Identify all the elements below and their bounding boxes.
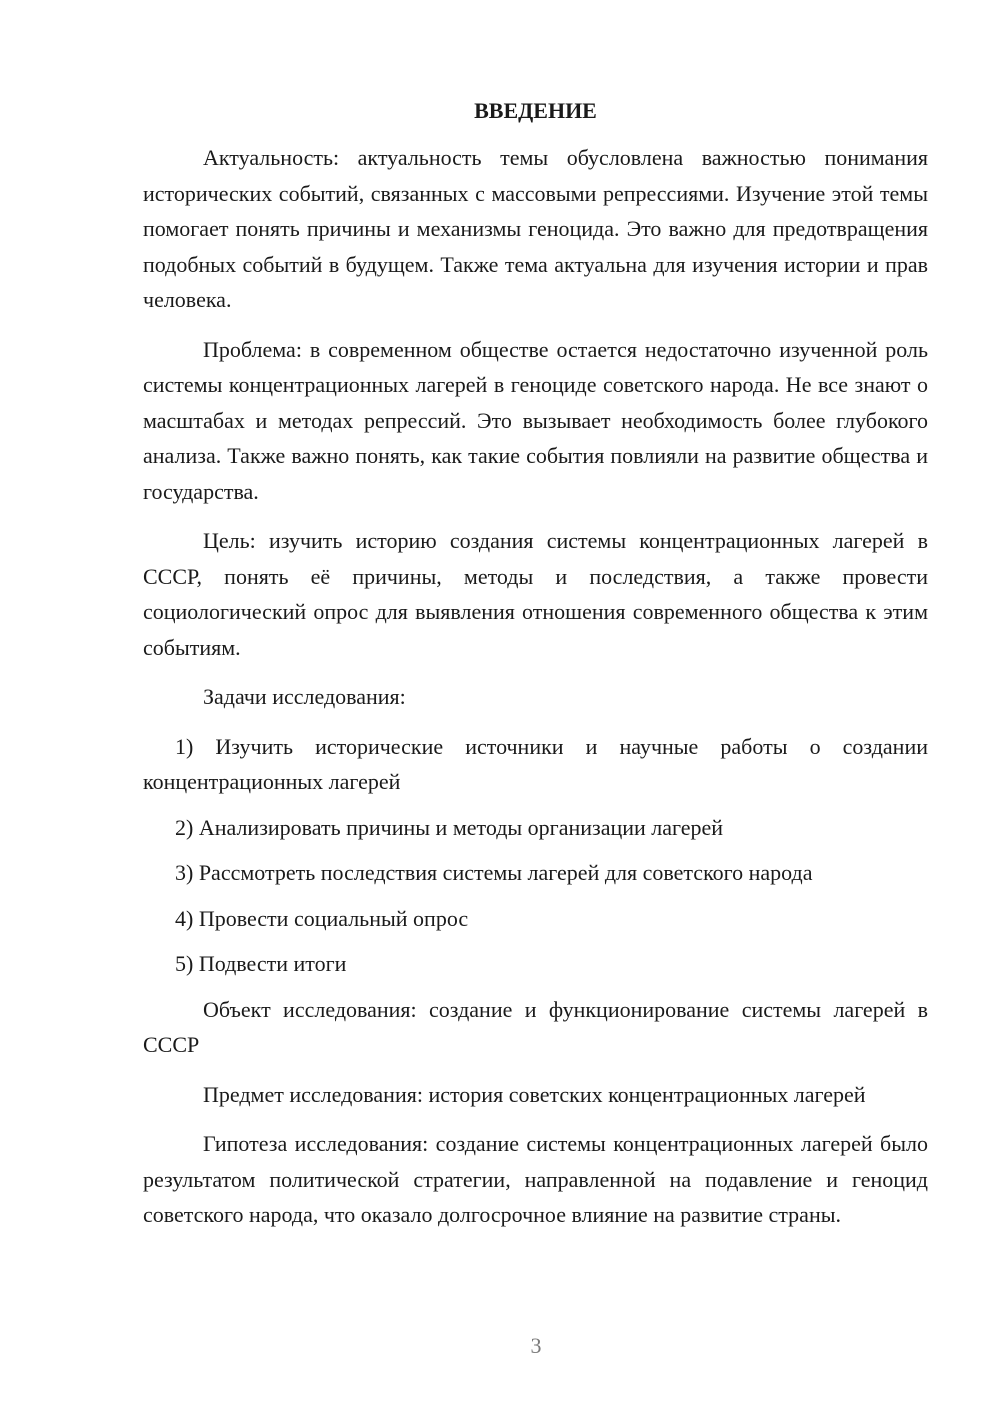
task-item: 2) Анализировать причины и методы организации лагерей [175, 814, 724, 840]
task-item: 1) Изучить исторические источники и научные работы о создании концентрационных лагерей [143, 733, 928, 794]
hypothesis-paragraph: Гипотеза исследования: создание системы концентрационных лагерей было результатом политической стратегии, направленной на подавление и геноцид советского народа, что оказало долгосрочное влияние на развитие страны. [143, 1131, 928, 1227]
tasks-list [143, 729, 928, 982]
subject-paragraph: Предмет исследования: история советских концентрационных лагерей [203, 1081, 866, 1107]
goal-paragraph: Цель: изучить историю создания системы концентрационных лагерей в СССР, понять её причины, методы и последствия, а также провести социологический опрос для выявления отношения современного общества к этим событиям. [143, 528, 928, 660]
section-title: ВВЕДЕНИЕ [474, 98, 597, 123]
task-item: 3) Рассмотреть последствия системы лагерей для советского народа [175, 860, 813, 885]
task-item: 5) Подвести итоги [175, 951, 347, 976]
page-content [143, 93, 928, 1247]
object-paragraph: Объект исследования: создание и функционирование системы лагерей в СССР [143, 996, 928, 1057]
relevance-paragraph: Актуальность: актуальность темы обусловлена важностью понимания исторических событий, связанных с массовыми репрессиями. Изучение этой темы помогает понять причины и механизмы геноцида. Это важно для предотвращения подобных событий в будущем. Также тема актуальна для изучения истории и прав человека. [143, 145, 928, 312]
task-item: 4) Провести социальный опрос [175, 905, 469, 931]
problem-paragraph: Проблема: в современном обществе остается недостаточно изученной роль системы концентрационных лагерей в геноциде советского народа. Не все знают о масштабах и методах репрессий. Это вызывает необходимость более глубокого анализа. Также важно понять, как такие события повлияли на развитие общества и государства. [143, 336, 928, 504]
page-number: 3 [530, 1333, 542, 1358]
tasks-heading: Задачи исследования: [203, 684, 406, 709]
